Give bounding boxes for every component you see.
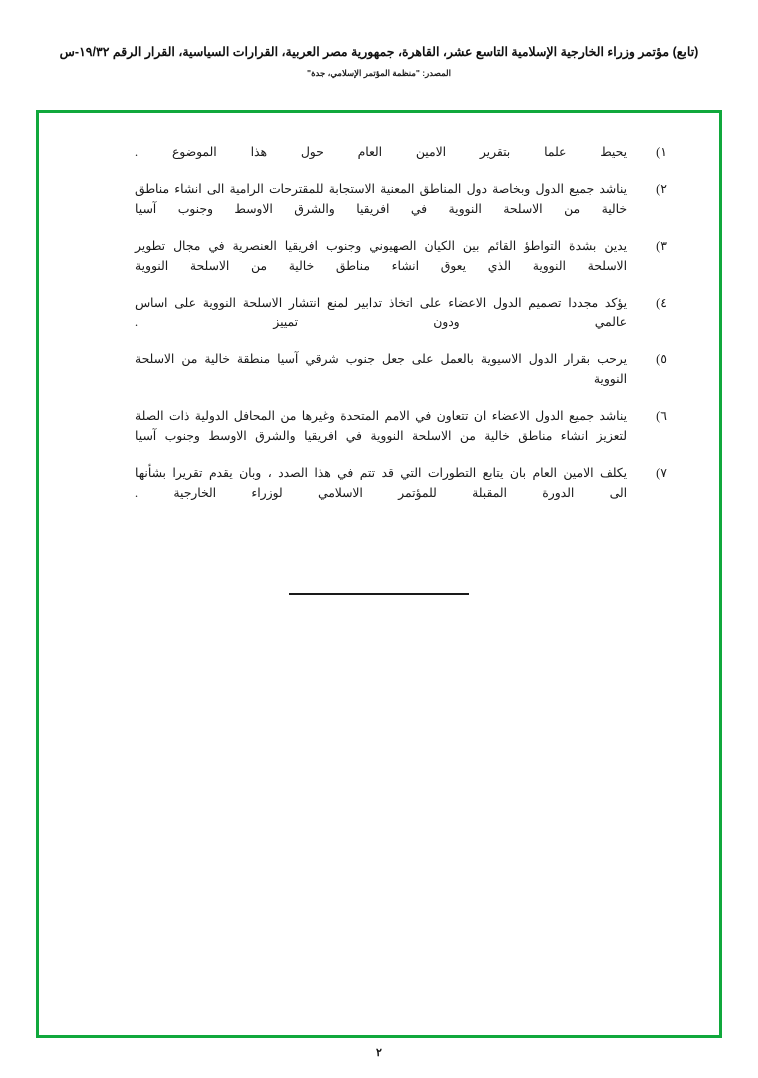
section-divider [39,593,719,595]
list-item [135,143,667,163]
list-item [135,464,667,504]
list-item [135,350,667,390]
header-source: المصدر: "منظمة المؤتمر الإسلامي، جدة" [307,67,451,78]
green-border-frame [36,110,722,1038]
list-item [135,180,667,220]
document-header [0,44,758,79]
clause-number: ٢) [656,181,667,196]
clause-text: يدين بشدة التواطؤ القائم بين الكيان الصهيوني وجنوب افريقيا العنصرية في مجال تطوير الاسلحة النووية الذي يعوق انشاء مناطق خالية من الاسلحة النووية [135,238,627,273]
clause-number: ٣) [656,238,667,253]
clause-number: ٧) [656,465,667,480]
clause-text: يؤكد مجددا تصميم الدول الاعضاء على اتخاذ تدابير لمنع انتشار الاسلحة النووية على اساس عالمي ودون تمييز . [135,295,627,330]
clause-number: ٥) [656,352,667,367]
clause-list [135,143,667,521]
clause-number: ٤) [656,295,667,310]
clause-text: يناشد جميع الدول الاعضاء ان تتعاون في الامم المتحدة وغيرها من المحافل الدولية ذات الصلة لتعزيز انشاء مناطق خالية من الاسلحة النووية في افريقيا والشرق الاوسط وجنوب آسيا [135,409,627,444]
header-title: (تابع) مؤتمر وزراء الخارجية الإسلامية التاسع عشر، القاهرة، جمهورية مصر العربية، القرارات السياسية، القرار الرقم ١٩/٣٢-س [59,45,699,59]
list-item [135,407,667,447]
list-item [135,294,667,334]
clause-text: يرحب بقرار الدول الاسيوية بالعمل على جعل جنوب شرقي آسيا منطقة خالية من الاسلحة النووية [135,352,627,387]
divider-line [289,593,469,595]
clause-number: ١) [656,145,667,159]
clause-text: يناشد جميع الدول وبخاصة دول المناطق المعنية الاستجابة للمقترحات الرامية الى انشاء مناطق خالية من الاسلحة النووية في افريقيا والشرق الاوسط وجنوب آسيا [135,181,627,216]
list-item [135,237,667,277]
clause-text: يكلف الامين العام بان يتابع التطورات التي قد تتم في هذا الصدد ، وبان يقدم تقريرا بشأنها الى الدورة المقبلة للمؤتمر الاسلامي لوزراء الخارجية . [135,465,627,500]
page-number: ٢ [376,1047,382,1059]
clause-number: ٦) [656,409,667,424]
clause-text: يحيط علما بتقرير الامين العام حول هذا الموضوع . [135,145,627,159]
